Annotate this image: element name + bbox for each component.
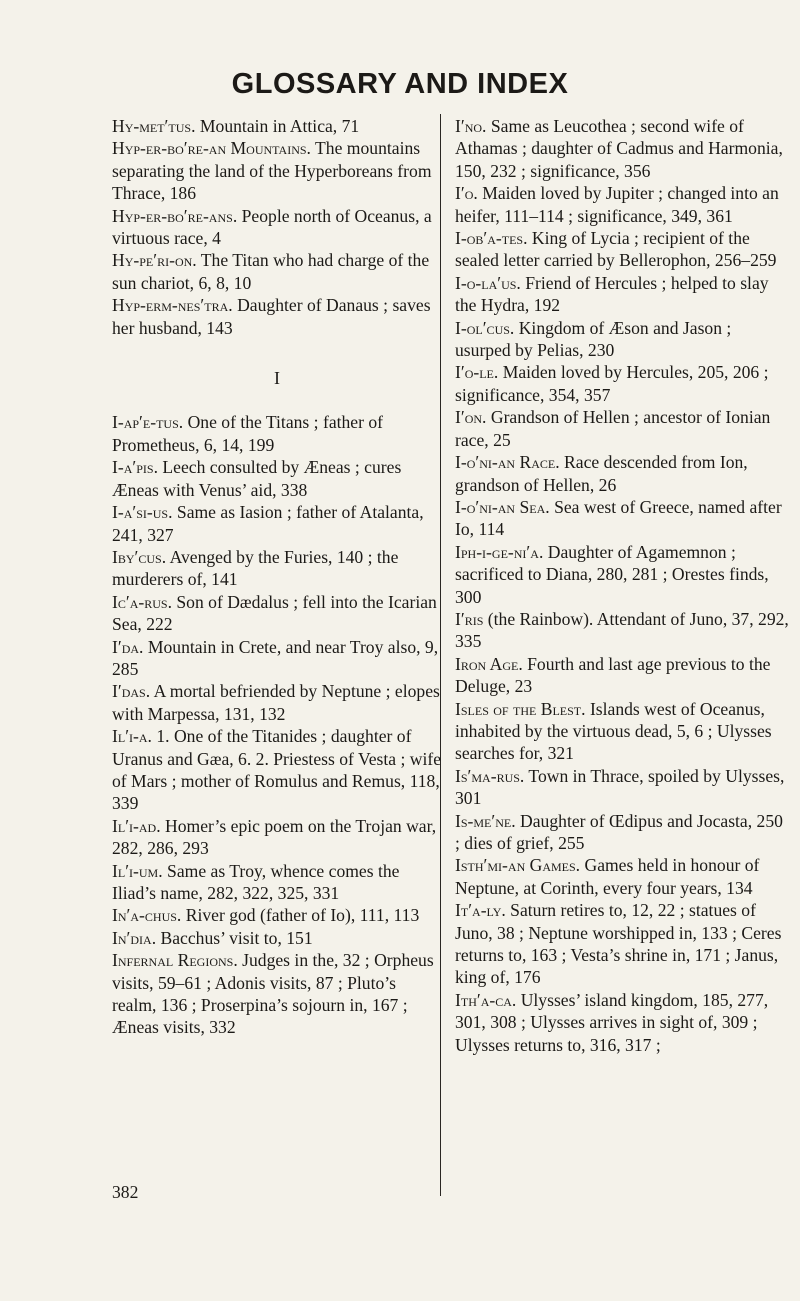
entry-text: The mountains separating the land of the Hyperboreans from Thrace, 186 <box>112 138 432 204</box>
entry-headword: I-ap′e-tus. <box>112 412 184 433</box>
entry-text: Avenged by the Furies, 140 ; the murderers of, 141 <box>112 546 399 590</box>
index-entry <box>112 115 442 137</box>
entry-headword: Infernal Regions. <box>112 950 238 971</box>
entry-headword: Ic′a-rus. <box>112 591 172 612</box>
entry-text: Race descended from Ion, grandson of Hellen, 26 <box>455 452 748 495</box>
entry-headword: I′ris <box>455 608 484 629</box>
entry-headword: I-a′si-us. <box>112 502 173 523</box>
entry-headword: Iph-i-ge-ni′a. <box>455 541 544 562</box>
index-entry <box>455 182 790 227</box>
left-column <box>112 115 442 1039</box>
index-entry <box>455 541 790 608</box>
entry-headword: I-o′ni-an Race. <box>455 452 560 473</box>
entry-headword: Hyp-er-bo′re-an Mountains. <box>112 138 311 159</box>
entry-text: Judges in the, 32 ; Orpheus visits, 59–61 ; Adonis visits, 87 ; Pluto’s realm, 136 ; Proserpina’s sojourn in, 167 ; Æneas visits, 332 <box>112 950 434 1038</box>
entry-headword: It′a-ly. <box>455 900 506 921</box>
index-entry <box>455 272 790 317</box>
entry-headword: Hyp-er-bo′re-ans. <box>112 205 238 226</box>
entry-headword: Is′ma-rus. <box>455 765 525 786</box>
entry-text: Daughter of Œdipus and Jocasta, 250 ; dies of grief, 255 <box>455 810 783 853</box>
entry-text: The Titan who had charge of the sun chariot, 6, 8, 10 <box>112 250 430 293</box>
entry-text: Same as Troy, whence comes the Iliad’s name, 282, 322, 325, 331 <box>112 860 400 903</box>
entry-text: A mortal befriended by Neptune ; elopes with Marpessa, 131, 132 <box>112 681 440 724</box>
entry-headword: I-o-la′us. <box>455 272 521 293</box>
section-letter: I <box>274 368 280 389</box>
entry-headword: Isles of the Blest. <box>455 698 586 719</box>
entry-text: Saturn retires to, 12, 22 ; statues of Juno, 38 ; Neptune worshipped in, 133 ; Ceres returns to, 163 ; Vesta’s shrine in, 171 ; Janus, king of, 176 <box>455 900 782 988</box>
entry-text: Bacchus’ visit to, 151 <box>160 927 313 948</box>
index-entry <box>112 205 442 250</box>
entry-text: Daughter of Agamemnon ; sacrificed to Diana, 280, 281 ; Orestes finds, 300 <box>455 541 769 607</box>
entry-text: Ulysses’ island kingdom, 185, 277, 301, 308 ; Ulysses arrives in sight of, 309 ; Ulysses returns to, 316, 317 ; <box>455 989 769 1055</box>
entry-text: Mountain in Attica, 71 <box>199 116 360 136</box>
index-entry <box>455 810 790 855</box>
entry-text: 1. One of the Titanides ; daughter of Uranus and Gæa, 6. 2. Priestess of Vesta ; wife of Mars ; mother of Romulus and Remus, 118, 339 <box>112 726 442 814</box>
entry-headword: Hy-pe′ri-on. <box>112 250 197 271</box>
entry-text: Grandson of Hellen ; ancestor of Ionian race, 25 <box>455 407 771 450</box>
index-entry <box>112 815 442 860</box>
entry-text: Mountain in Crete, and near Troy also, 9, 285 <box>112 636 439 679</box>
index-entry <box>112 680 442 725</box>
entry-text: Homer’s epic poem on the Trojan war, 282, 286, 293 <box>112 815 437 859</box>
entry-headword: Il′i-ad. <box>112 815 161 836</box>
entry-text: Daughter of Danaus ; saves her husband, 143 <box>112 295 431 338</box>
entry-headword: I′o-le. <box>455 362 499 383</box>
index-entry <box>112 501 442 546</box>
index-entry <box>112 546 442 591</box>
index-entry <box>455 361 790 406</box>
entry-text: Friend of Hercules ; helped to slay the Hydra, 192 <box>455 272 769 316</box>
entry-headword: Hy-met′tus. <box>112 116 196 136</box>
entry-text: (the Rainbow). Attendant of Juno, 37, 292, 335 <box>455 608 789 652</box>
index-entry <box>455 451 790 496</box>
index-entry <box>112 904 442 926</box>
index-entry <box>455 608 790 653</box>
entry-text: Leech consulted by Æneas ; cures Æneas with Venus’ aid, 338 <box>112 457 402 500</box>
index-entry <box>112 591 442 636</box>
entry-headword: I-o′ni-an Sea. <box>455 496 550 517</box>
entry-text: Fourth and last age previous to the Deluge, 23 <box>455 653 771 697</box>
entry-headword: Hyp-erm-nes′tra. <box>112 295 233 316</box>
entry-headword: I′on. <box>455 407 487 428</box>
index-entry <box>455 698 790 765</box>
index-entry <box>112 249 442 294</box>
index-entry <box>455 653 790 698</box>
index-entry <box>112 456 442 501</box>
entry-headword: I′o. <box>455 183 478 204</box>
entry-text: Same as Iasion ; father of Atalanta, 241, 327 <box>112 502 424 545</box>
entry-headword: Is-me′ne. <box>455 810 516 831</box>
right-entries <box>455 115 790 1056</box>
entry-headword: In′dia. <box>112 927 157 948</box>
entry-text: Maiden loved by Hercules, 205, 206 ; significance, 354, 357 <box>455 362 769 405</box>
entry-headword: Isth′mi-an Games. <box>455 855 581 876</box>
entry-headword: In′a-chus. <box>112 905 182 926</box>
index-entry <box>455 765 790 810</box>
index-entry <box>455 899 790 989</box>
index-entry <box>455 317 790 362</box>
entry-headword: Ith′a-ca. <box>455 989 517 1010</box>
index-entry <box>455 115 790 182</box>
entry-text: Son of Dædalus ; fell into the Icarian Sea, 222 <box>112 591 437 635</box>
entry-text: Islands west of Oceanus, inhabited by the virtuous dead, 5, 6 ; Ulysses searches for, 321 <box>455 698 772 764</box>
entry-text: River god (father of Io), 111, 113 <box>185 905 420 926</box>
index-entry <box>455 406 790 451</box>
entry-headword: Iron Age. <box>455 653 523 674</box>
entry-text: Town in Thrace, spoiled by Ulysses, 301 <box>455 765 785 809</box>
index-entry <box>112 137 442 204</box>
entry-headword: Il′i-um. <box>112 860 163 881</box>
running-head: GLOSSARY AND INDEX <box>231 68 569 100</box>
entry-headword: I-ob′a-tes. <box>455 228 528 249</box>
entry-headword: Iby′cus. <box>112 546 167 567</box>
index-entry <box>455 989 790 1056</box>
entry-text: People north of Oceanus, a virtuous race, 4 <box>112 205 432 249</box>
left-entries-before <box>112 115 442 339</box>
entry-text: Maiden loved by Jupiter ; changed into an heifer, 111–114 ; significance, 349, 361 <box>455 183 779 226</box>
entry-text: Kingdom of Æson and Jason ; usurped by Pelias, 230 <box>455 317 732 361</box>
index-entry <box>112 636 442 681</box>
index-entry <box>112 927 442 949</box>
entry-headword: I′da. <box>112 636 144 657</box>
entry-text: King of Lycia ; recipient of the sealed letter carried by Bellerophon, 256–259 <box>455 228 777 271</box>
right-column <box>455 115 790 1056</box>
entry-headword: Il′i-a. <box>112 726 152 747</box>
index-entry <box>455 496 790 541</box>
index-entry <box>112 725 442 815</box>
index-entry <box>112 949 442 1039</box>
left-entries-after <box>112 411 442 1038</box>
page-number: 382 <box>112 1182 139 1202</box>
entry-headword: I-a′pis. <box>112 457 158 478</box>
index-entry <box>455 854 790 899</box>
entry-text: Games held in honour of Neptune, at Corinth, every four years, 134 <box>455 855 760 898</box>
entry-text: One of the Titans ; father of Prometheus, 6, 14, 199 <box>112 412 384 455</box>
entry-text: Same as Leucothea ; second wife of Athamas ; daughter of Cadmus and Harmonia, 150, 232 ; significance, 356 <box>455 116 783 181</box>
entry-headword: I-ol′cus. <box>455 317 515 338</box>
entry-text: Sea west of Greece, named after Io, 114 <box>455 496 782 540</box>
index-entry <box>112 411 442 456</box>
entry-headword: I′das. <box>112 681 151 702</box>
index-entry <box>112 294 442 339</box>
index-entry <box>455 227 790 272</box>
entry-headword: I′no. <box>455 116 487 136</box>
index-entry <box>112 860 442 905</box>
